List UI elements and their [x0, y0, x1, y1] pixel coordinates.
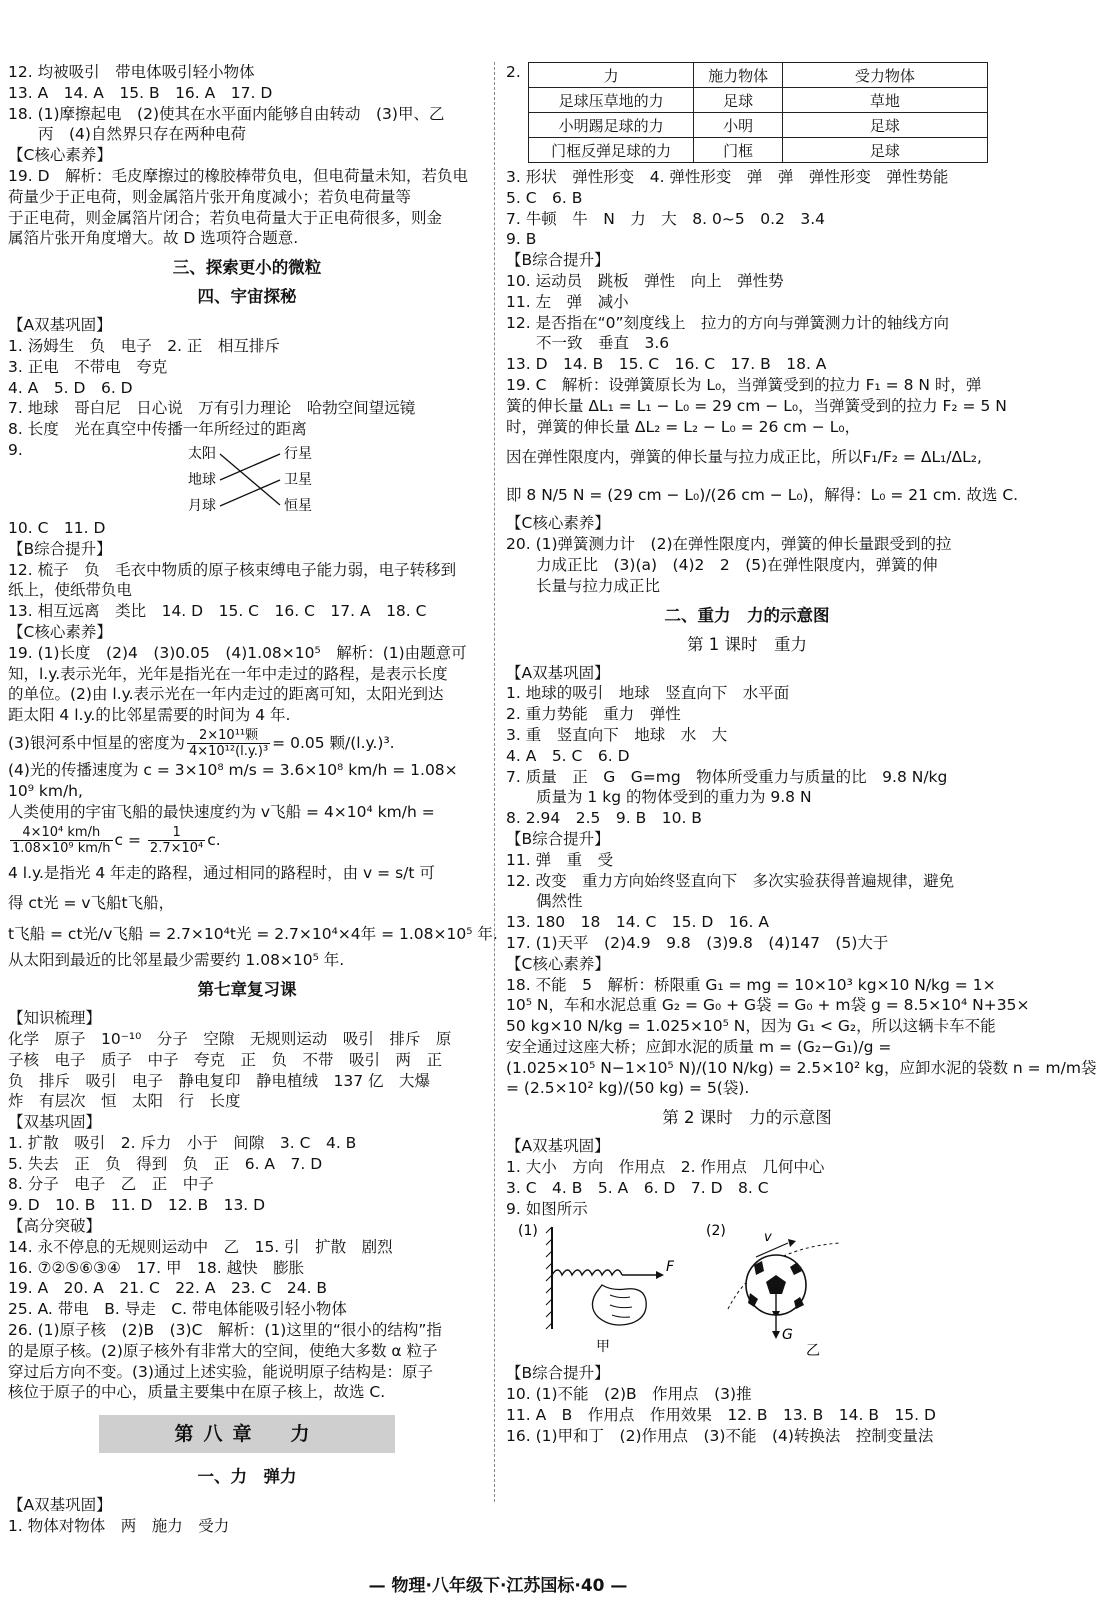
text-line: 4. A 5. D 6. D: [8, 378, 133, 397]
text-line: 1. 汤姆生 负 电子 2. 正 相互排斥: [8, 336, 280, 355]
page-footer: — 物理·八年级下·江苏国标·40 —: [368, 1576, 628, 1596]
text-line: 12. 是否指在“0”刻度线上 拉力的方向与弹簧测力计的轴线方向: [506, 313, 950, 332]
text-line: 18. 不能 5 解析：桥限重 G₁ = mg = 10×10³ kg×10 N/kg = 1×: [506, 975, 996, 994]
formula-text: 因在弹性限度内，弹簧的伸长量与拉力成正比，所以: [506, 448, 863, 467]
text-line: 16. ⑦②⑤⑥③④ 17. 甲 18. 越快 膨胀: [8, 1258, 305, 1277]
text-line: 13. A 14. A 15. B 16. A 17. D: [8, 83, 273, 102]
section-label: 【C核心素养】: [8, 622, 112, 641]
table-header-row: [528, 63, 987, 88]
text-line: 4 l.y.是指光 4 年走的路程，通过相同的路程时，由 v = s/t 可: [8, 864, 435, 883]
arrow-head: [656, 1271, 664, 1279]
text-line: 簧的伸长量 ΔL₁ = L₁ − L₀ = 29 cm − L₀，当弹簧受到的拉力 F₂ = 5 N: [506, 396, 1007, 415]
text-line: 1. 物体对物体 两 施力 受力: [8, 1517, 230, 1536]
table-cell: 门框反弹足球的力: [528, 138, 694, 163]
text-line: 18. (1)摩擦起电 (2)使其在水平面内能够自由转动 (3)甲、乙: [8, 104, 445, 123]
text-line: 4. A 5. C 6. D: [506, 746, 630, 765]
formula-line: 即 8 N/5 N = (29 cm − L₀)/(26 cm − L₀)，解得：L₀ = 21 cm. 故选 C.: [506, 486, 1019, 505]
text-line: 19. A 20. A 21. C 22. A 23. C 24. B: [8, 1279, 328, 1298]
match-line: [220, 454, 280, 505]
text-line: 5. 失去 正 负 得到 负 正 6. A 7. D: [8, 1154, 323, 1173]
text-line: 长量与拉力成正比: [536, 576, 661, 595]
text-line: 7. 地球 哥白尼 日心说 万有引力理论 哈勃空间望远镜: [8, 399, 416, 418]
right-column: [506, 62, 1096, 1447]
section-label: 【双基巩固】: [8, 1113, 102, 1132]
text-line: 10. (1)不能 (2)B 作用点 (3)推: [506, 1385, 752, 1404]
text-line: 10. C 11. D: [8, 518, 106, 537]
q9-matching: [8, 440, 486, 518]
text-line: 7. 牛顿 牛 N 力 大 8. 0~5 0.2 3.4: [506, 209, 826, 228]
match-right-satellite: 卫星: [284, 471, 312, 488]
match-right-star: 恒星: [284, 497, 312, 514]
table-cell: 足球: [782, 138, 987, 163]
table-row: [528, 138, 987, 163]
text-line: 9. B: [506, 230, 537, 249]
text-line: (1.025×10⁵ N−1×10⁵ N)/(10 N/kg) = 2.5×10² kg，应卸水泥的袋数 n = m/m袋: [506, 1058, 1096, 1077]
text-line: 5. C 6. B: [506, 188, 583, 207]
section-label: 【知识梳理】: [8, 1009, 102, 1028]
table-cell: 草地: [782, 88, 987, 113]
text-line: 9. D 10. B 11. D 12. B 13. D: [8, 1196, 266, 1215]
match-left-moon: 月球: [188, 497, 216, 514]
section-label: 【A双基巩固】: [8, 316, 112, 335]
text-line: 13. 180 18 14. C 15. D 16. A: [506, 913, 769, 932]
table-cell: 足球: [782, 113, 987, 138]
chapter-banner: 第八章 力: [99, 1415, 395, 1453]
table-header-cell: 受力物体: [782, 63, 987, 88]
column-divider: [494, 62, 495, 1502]
force-diagrams: [506, 1219, 976, 1359]
text-line: 不一致 垂直 3.6: [536, 334, 670, 353]
formula-text: (3)银河系中恒星的密度为: [8, 733, 185, 752]
section-label: 【C核心素养】: [506, 954, 610, 973]
section-label: 【B综合提升】: [8, 539, 112, 558]
text-line: 核位于原子的中心，质量主要集中在原子核上，故选 C.: [8, 1383, 386, 1402]
text-line: 12. 均被吸引 带电体吸引轻小物体: [8, 63, 255, 81]
text-line: 3. 形状 弹性形变 4. 弹性形变 弹 弹 弹性形变 弹性势能: [506, 168, 949, 186]
table-cell: 小明踢足球的力: [528, 113, 694, 138]
table-cell: 足球: [694, 88, 782, 113]
text-line: 3. 正电 不带电 夸克: [8, 357, 168, 376]
text-line: 50 kg×10 N/kg = 1.025×10⁵ N，因为 G₁ < G₂，所以这辆卡车不能: [506, 1017, 996, 1036]
formula-line: $\frac{\text{4×10⁴ km/h}}{\text{1.08×10⁹ km/h}}$ c = $\frac{1}{\text{2.7×10⁴}}$ c.: [12, 825, 221, 857]
text-line: 26. (1)原子核 (2)B (3)C 解析：(1)这里的“很小的结构”指: [8, 1321, 442, 1340]
text-line: 人类使用的宇宙飞船的最快速度约为 v飞船 = 4×10⁴ km/h =: [8, 802, 435, 821]
text-line: 化学 原子 10⁻¹⁰ 分子 空隙 无规则运动 吸引 排斥 原: [8, 1029, 452, 1048]
text-line: (4)光的传播速度为 c = 3×10⁸ m/s = 3.6×10⁸ km/h = 1.08×: [8, 760, 458, 779]
text-line: 11. A B 作用点 作用效果 12. B 13. B 14. B 15. D: [506, 1406, 936, 1425]
table-row: [528, 113, 987, 138]
q9-label: 9.: [8, 440, 23, 459]
section-title: 一、力 弹力: [197, 1467, 297, 1487]
text-line: 8. 分子 电子 乙 正 中子: [8, 1175, 214, 1194]
matching-diagram: [168, 440, 388, 518]
text-line: 时，弹簧的伸长量 ΔL₂ = L₂ − L₀ = 26 cm − L₀，: [506, 417, 861, 436]
formula-text: = 0.05 颗/(l.y.)³.: [272, 733, 395, 752]
formula-line: [8, 726, 486, 760]
text-line: 13. 相互远离 类比 14. D 15. C 16. C 17. A 18. C: [8, 602, 427, 621]
text-line: 10. 运动员 跳板 弹性 向上 弹性势: [506, 271, 784, 290]
text-line: 14. 永不停息的无规则运动中 乙 15. 引 扩散 剧烈: [8, 1237, 393, 1256]
match-left-earth: 地球: [188, 471, 216, 488]
formula-line: [506, 437, 988, 477]
text-line: 的单位。(2)由 l.y.表示光在一年内走过的距离可知，太阳光到达: [8, 685, 444, 704]
text-line: 17. (1)天平 (2)4.9 9.8 (3)9.8 (4)147 (5)大于: [506, 933, 889, 952]
formula-text: c.: [207, 831, 221, 850]
section-label: 【B综合提升】: [506, 251, 610, 270]
table-row: [528, 88, 987, 113]
text-line: 1. 地球的吸引 地球 竖直向下 水平面: [506, 684, 790, 703]
section-label: 【C核心素养】: [506, 514, 610, 533]
fraction: $\frac{\text{4×10⁴ km/h}}{\text{1.08×10⁹ km/h}}$: [12, 825, 111, 857]
text-line: 19. D 解析：毛皮摩擦过的橡胶棒带负电，但电荷量未知，若负电: [8, 166, 469, 185]
table-header-cell: 力: [528, 63, 694, 88]
spring: [552, 1270, 622, 1275]
text-line: 16. (1)甲和丁 (2)作用点 (3)不能 (4)转换法 控制变量法: [506, 1426, 934, 1445]
arrow-head: [788, 1239, 796, 1247]
text-line: 20. (1)弹簧测力计 (2)在弹性限度内，弹簧的伸长量跟受到的拉: [506, 535, 952, 554]
force-table: [528, 62, 988, 163]
table-header-cell: 施力物体: [694, 63, 782, 88]
text-line: 质量为 1 kg 的物体受到的重力为 9.8 N: [536, 788, 812, 807]
arrow-head: [772, 1331, 780, 1339]
gravity-label: G: [782, 1327, 793, 1344]
text-line: 7. 质量 正 G G=mg 物体所受重力与质量的比 9.8 N/kg: [506, 767, 948, 786]
section-label: 【B综合提升】: [506, 1364, 610, 1383]
section-label: 【A双基巩固】: [506, 1137, 610, 1156]
lesson-title: 第 2 课时 力的示意图: [662, 1108, 832, 1128]
section-label: 【A双基巩固】: [506, 663, 610, 682]
section-title: 四、宇宙探秘: [197, 287, 297, 307]
text-line: 1. 大小 方向 作用点 2. 作用点 几何中心: [506, 1158, 825, 1177]
text-line: 9. 如图所示: [506, 1199, 588, 1218]
text-line: 1. 扩散 吸引 2. 斥力 小于 间隙 3. C 4. B: [8, 1133, 357, 1152]
text-line: 丙 (4)自然界只存在两种电荷: [38, 125, 246, 144]
text-line: 从太阳到最近的比邻星最少需要约 1.08×10⁵ 年.: [8, 951, 345, 970]
text-line: 19. C 解析：设弹簧原长为 L₀，当弹簧受到的拉力 F₁ = 8 N 时，弹: [506, 375, 982, 394]
text-line: 8. 长度 光在真空中传播一年所经过的距离: [8, 420, 307, 439]
text-line: 11. 弹 重 受: [506, 850, 614, 869]
hand: [592, 1285, 646, 1325]
text-line: 荷量少于正电荷，则金属箔片张开角度减小；若负电荷量等: [8, 187, 412, 206]
text-line: 3. C 4. B 5. A 6. D 7. D 8. C: [506, 1178, 769, 1197]
text-line: 子核 电子 质子 中子 夸克 正 负 不带 吸引 两 正: [8, 1050, 443, 1069]
text-line: 8. 2.94 2.5 9. B 10. B: [506, 809, 702, 828]
section-label: 【B综合提升】: [506, 829, 610, 848]
fraction: $\frac{1}{\text{2.7×10⁴}}$: [149, 825, 204, 857]
text-line: 10⁵ N，车和水泥总重 G₂ = G₀ + G袋 = G₀ + m袋 g = 8.5×10⁴ N+35×: [506, 996, 1030, 1015]
text-line: t飞船 = ct光/v飞船 = 2.7×10⁴t光 = 2.7×10⁴×4年 = 1.08×10⁵ 年.: [8, 925, 498, 944]
text-line: 19. (1)长度 (2)4 (3)0.05 (4)1.08×10⁵ 解析：(1)由题意可: [8, 643, 467, 662]
text-line: 得 ct光 = v飞船t飞船，: [8, 894, 175, 913]
text-line: 偶然性: [536, 892, 583, 911]
text-line: 知，l.y.表示光年，光年是指光在一年中走过的路程，是表示长度: [8, 664, 448, 683]
text-line: 的是原子核。(2)原子核外有非常大的空间，使绝大多数 α 粒子: [8, 1341, 438, 1360]
q2-block: [506, 62, 988, 167]
text-line: 11. 左 弹 减小: [506, 292, 629, 311]
fig1-label: (1): [518, 1223, 538, 1240]
left-column: [8, 62, 498, 1537]
fraction: $\frac{\text{2×10¹¹颗}}{\text{4×10¹²(l.y.)³}}$: [188, 727, 269, 759]
table-cell: 门框: [694, 138, 782, 163]
lesson-title: 第 1 课时 重力: [687, 634, 807, 654]
table-cell: 足球压草地的力: [528, 88, 694, 113]
text-line: 距太阳 4 l.y.的比邻星需要的时间为 4 年.: [8, 706, 291, 725]
text-line: 力成正比 (3)(a) (4)2 2 (5)在弹性限度内，弹簧的伸: [536, 555, 938, 574]
force-label-F: F: [666, 1259, 675, 1276]
formula-text: F₁/F₂ = ΔL₁/ΔL₂,: [862, 448, 982, 467]
text-line: 属箔片张开角度增大。故 D 选项符合题意.: [8, 229, 299, 248]
text-line: 负 排斥 吸引 电子 静电复印 静电植绒 137 亿 大爆: [8, 1071, 431, 1090]
text-line: 25. A. 带电 B. 导走 C. 带电体能吸引轻小物体: [8, 1300, 347, 1319]
section-title: 二、重力 力的示意图: [664, 605, 830, 625]
fig1-caption: 甲: [596, 1339, 610, 1356]
text-line: 3. 重 竖直向下 地球 水 大: [506, 725, 728, 744]
fig2-caption: 乙: [806, 1343, 820, 1360]
text-line: 2. 重力势能 重力 弹性: [506, 705, 681, 724]
match-left-sun: 太阳: [188, 445, 216, 462]
text-line: 炸 有层次 恒 太阳 行 长度: [8, 1092, 241, 1111]
text-line: 安全通过这座大桥；应卸水泥的质量 m = (G₂−G₁)/g =: [506, 1037, 892, 1056]
q2-label: 2.: [506, 63, 521, 81]
text-line: 于正电荷，则金属箔片闭合；若负电荷量大于正电荷很多，则金: [8, 208, 443, 227]
table-cell: 小明: [694, 113, 782, 138]
velocity-label: v: [764, 1230, 772, 1246]
section-label: 【高分突破】: [8, 1217, 102, 1236]
text-line: 穿过后方向不变。(3)通过上述实验，能说明原子结构是：原子: [8, 1362, 433, 1381]
section-title: 三、探索更小的微粒: [172, 258, 322, 278]
fig2-label: (2): [706, 1223, 726, 1240]
match-line: [220, 480, 280, 506]
match-right-planet: 行星: [284, 445, 312, 462]
match-line: [220, 454, 280, 480]
section-label: 【C核心素养】: [8, 146, 112, 165]
section-label: 【A双基巩固】: [8, 1496, 112, 1515]
text-line: 13. D 14. B 15. C 16. C 17. B 18. A: [506, 355, 827, 374]
text-line: 纸上，使纸带负电: [8, 581, 133, 600]
text-line: 12. 改变 重力方向始终竖直向下 多次实验获得普遍规律，避免: [506, 871, 955, 890]
text-line: 10⁹ km/h,: [8, 781, 83, 800]
text-line: = (2.5×10² kg)/(50 kg) = 5(袋).: [506, 1079, 750, 1098]
section-title: 第七章复习课: [197, 980, 297, 1000]
text-line: 12. 梳子 负 毛衣中物质的原子核束缚电子能力弱，电子转移到: [8, 560, 457, 579]
